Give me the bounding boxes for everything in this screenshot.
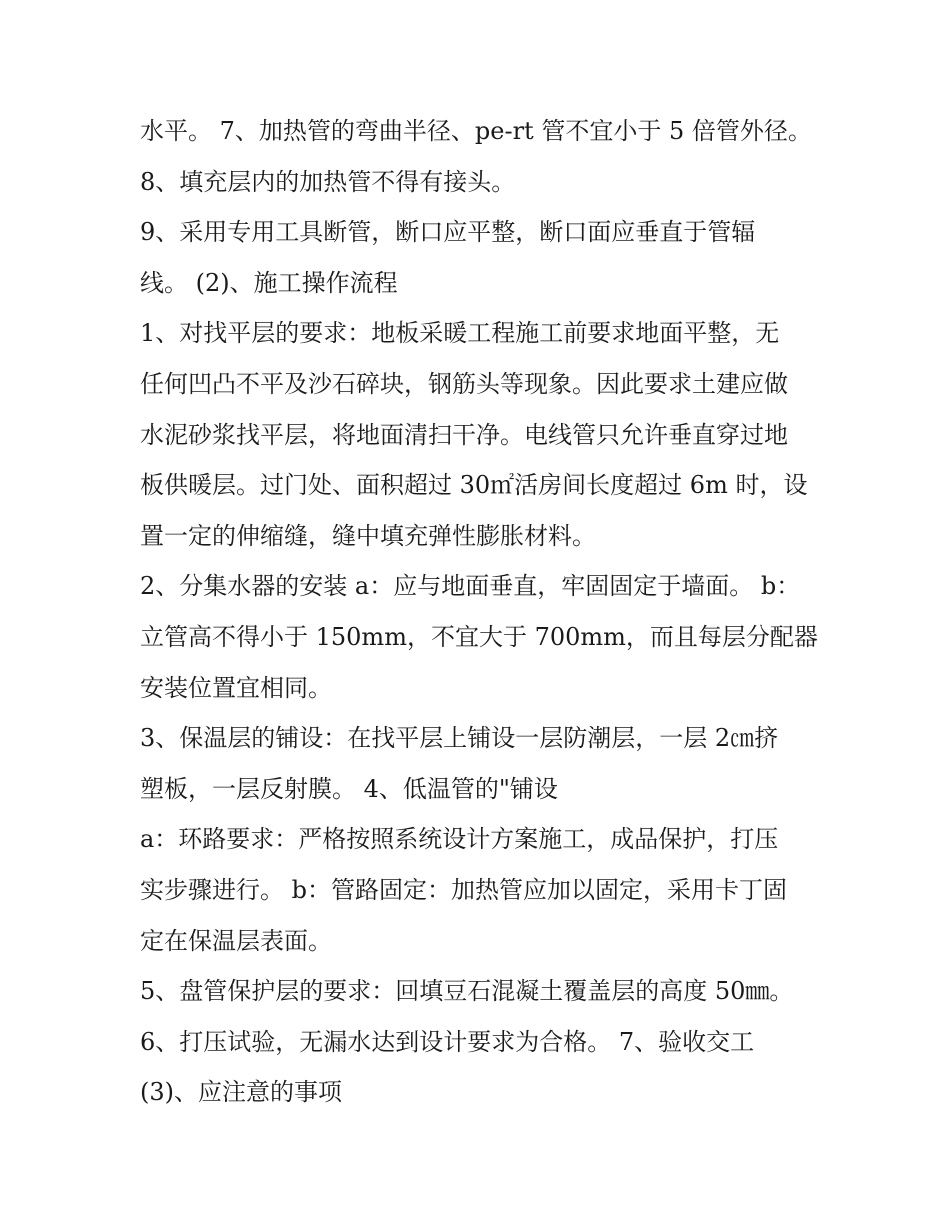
text-line-1: 水平。 7、加热管的弯曲半径、pe-rt 管不宜小于 5 倍管外径。 xyxy=(140,117,812,145)
text-line-9: 置一定的伸缩缝，缝中填充弹性膨胀材料。 xyxy=(140,521,596,550)
document-body xyxy=(140,106,840,1118)
text-line-7: 水泥砂浆找平层，将地面清扫干净。电线管只允许垂直穿过地 xyxy=(140,420,788,449)
text-line-6: 任何凹凸不平及沙石碎块，钢筋头等现象。因此要求土建应做 xyxy=(140,369,788,398)
text-line-8: 板供暖层。过门处、面积超过 30㎡活房间长度超过 6m 时，设 xyxy=(140,471,808,500)
text-line-10: 2、分集水器的安装 a：应与地面垂直，牢固固定于墙面。 b： xyxy=(140,572,801,601)
text-line-13: 3、保温层的铺设：在找平层上铺设一层防潮层，一层 2㎝挤 xyxy=(140,724,779,753)
text-line-18: 5、盘管保护层的要求：回填豆石混凝土覆盖层的高度 50㎜。 xyxy=(140,977,794,1006)
text-line-3: 9、采用专用工具断管，断口应平整，断口面应垂直于管辐 xyxy=(140,218,756,247)
text-line-11: 立管高不得小于 150mm，不宜大于 700mm，而且每层分配器 xyxy=(140,622,818,651)
text-line-5: 1、对找平层的要求：地板采暖工程施工前要求地面平整，无 xyxy=(140,319,780,348)
text-line-20: (3)、应注意的事项 xyxy=(140,1078,342,1107)
text-line-2: 8、填充层内的加热管不得有接头。 xyxy=(140,167,516,196)
text-line-12: 安装位置宜相同。 xyxy=(140,673,332,702)
text-line-16: 实步骤进行。 b：管路固定：加热管应加以固定，采用卡丁固 xyxy=(140,875,787,904)
text-line-14: 塑板，一层反射膜。 4、低温管的"铺设 xyxy=(140,774,558,803)
text-line-15: a：环路要求：严格按照系统设计方案施工，成品保护，打压 xyxy=(140,825,779,854)
text-line-17: 定在保温层表面。 xyxy=(140,926,332,955)
text-line-4: 线。 (2)、施工操作流程 xyxy=(140,268,398,297)
text-line-19: 6、打压试验，无漏水达到设计要求为合格。 7、验收交工 xyxy=(140,1027,755,1056)
